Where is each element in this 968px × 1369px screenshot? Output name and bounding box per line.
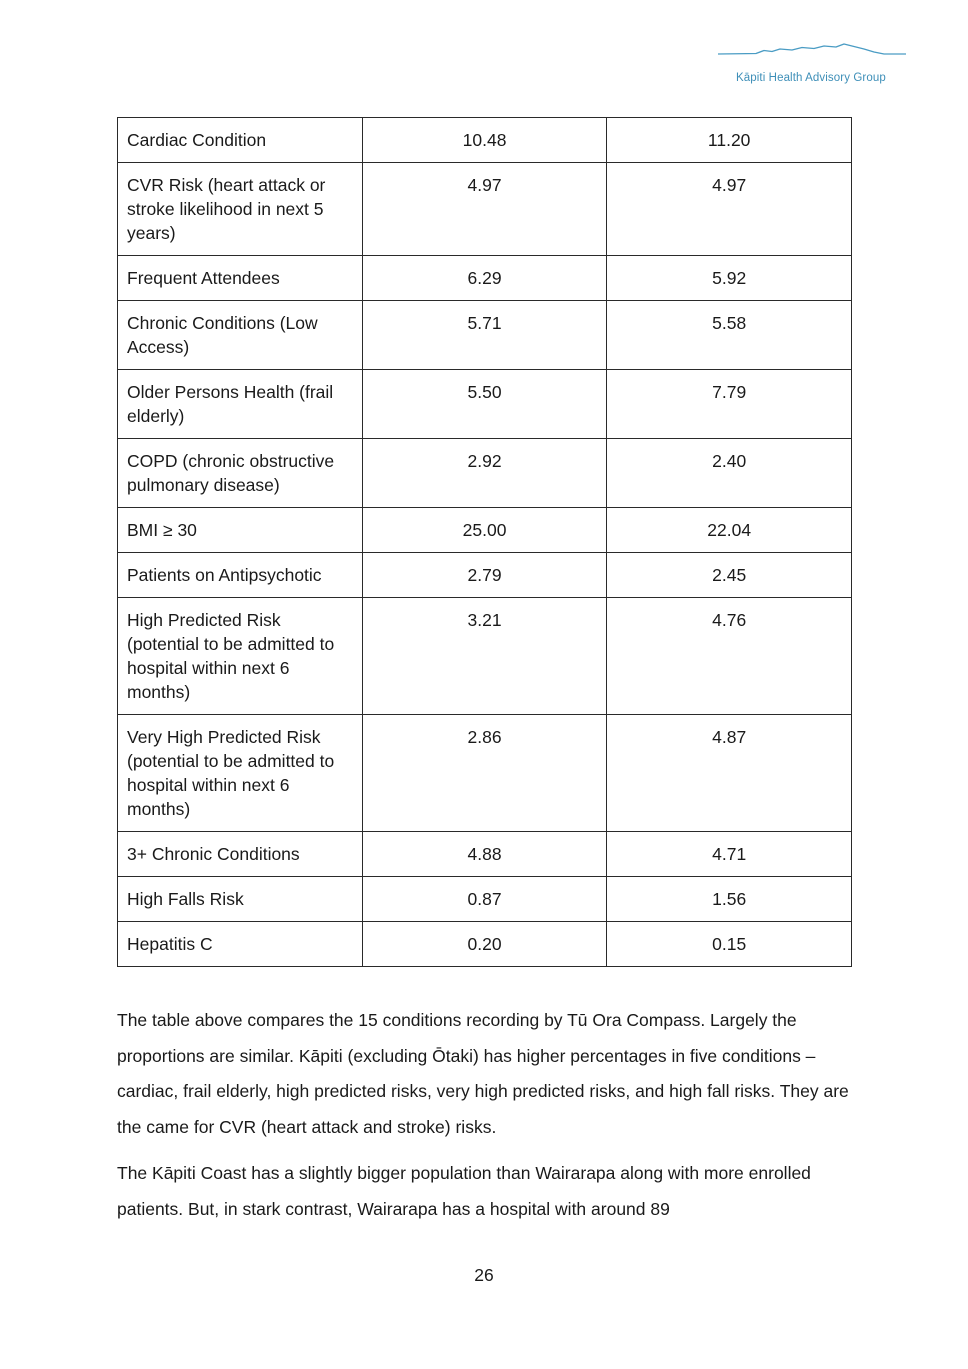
table-row [118, 922, 852, 967]
value-2-cell: 11.20 [607, 118, 852, 163]
value-1-cell: 0.20 [362, 922, 607, 967]
table-row [118, 715, 852, 832]
page-number: 26 [474, 1265, 494, 1285]
table-row [118, 439, 852, 508]
value-2-cell: 5.58 [607, 301, 852, 370]
table-row [118, 256, 852, 301]
value-2-cell: 4.97 [607, 163, 852, 256]
value-2-cell: 5.92 [607, 256, 852, 301]
condition-cell: COPD (chronic obstructive pulmonary disease) [118, 439, 363, 508]
paragraph-1: The table above compares the 15 conditions recording by Tū Ora Compass. Largely the proportions are similar. Kāpiti (excluding Ōtaki) has higher percentages in five conditions – cardiac, frail elderly, high predicted risks, very high predicted risks, and high fall risks. They are the came for CVR (heart attack and stroke) risks. [117, 1010, 849, 1137]
condition-cell: Cardiac Condition [118, 118, 363, 163]
value-2-cell: 22.04 [607, 508, 852, 553]
condition-cell: Chronic Conditions (Low Access) [118, 301, 363, 370]
value-1-cell: 5.71 [362, 301, 607, 370]
paragraph-2: The Kāpiti Coast has a slightly bigger population than Wairarapa along with more enrolled patients. But, in stark contrast, Wairarapa has a hospital with around 89 [117, 1163, 811, 1219]
condition-cell: Frequent Attendees [118, 256, 363, 301]
value-2-cell: 1.56 [607, 877, 852, 922]
value-1-cell: 2.79 [362, 553, 607, 598]
table-row [118, 877, 852, 922]
header-logo [716, 38, 908, 88]
condition-cell: 3+ Chronic Conditions [118, 832, 363, 877]
value-1-cell: 25.00 [362, 508, 607, 553]
logo-text: Kāpiti Health Advisory Group [736, 72, 886, 84]
value-2-cell: 4.87 [607, 715, 852, 832]
table-row [118, 301, 852, 370]
table-row [118, 508, 852, 553]
condition-cell: Very High Predicted Risk (potential to be admitted to hospital within next 6 months) [118, 715, 363, 832]
value-1-cell: 6.29 [362, 256, 607, 301]
table-row [118, 118, 852, 163]
condition-cell: Older Persons Health (frail elderly) [118, 370, 363, 439]
table-row [118, 163, 852, 256]
value-1-cell: 4.97 [362, 163, 607, 256]
table-row [118, 553, 852, 598]
table-row [118, 832, 852, 877]
value-1-cell: 4.88 [362, 832, 607, 877]
value-2-cell: 4.71 [607, 832, 852, 877]
value-1-cell: 10.48 [362, 118, 607, 163]
conditions-table [117, 117, 852, 967]
value-2-cell: 4.76 [607, 598, 852, 715]
value-2-cell: 7.79 [607, 370, 852, 439]
value-2-cell: 2.45 [607, 553, 852, 598]
table-row [118, 598, 852, 715]
value-2-cell: 2.40 [607, 439, 852, 508]
value-2-cell: 0.15 [607, 922, 852, 967]
condition-cell: High Predicted Risk (potential to be admitted to hospital within next 6 months) [118, 598, 363, 715]
value-1-cell: 3.21 [362, 598, 607, 715]
mountain-line-icon [716, 38, 908, 62]
value-1-cell: 2.92 [362, 439, 607, 508]
table-row [118, 370, 852, 439]
condition-cell: High Falls Risk [118, 877, 363, 922]
value-1-cell: 0.87 [362, 877, 607, 922]
value-1-cell: 5.50 [362, 370, 607, 439]
condition-cell: Patients on Antipsychotic [118, 553, 363, 598]
value-1-cell: 2.86 [362, 715, 607, 832]
condition-cell: CVR Risk (heart attack or stroke likelihood in next 5 years) [118, 163, 363, 256]
condition-cell: BMI ≥ 30 [118, 508, 363, 553]
condition-cell: Hepatitis C [118, 922, 363, 967]
